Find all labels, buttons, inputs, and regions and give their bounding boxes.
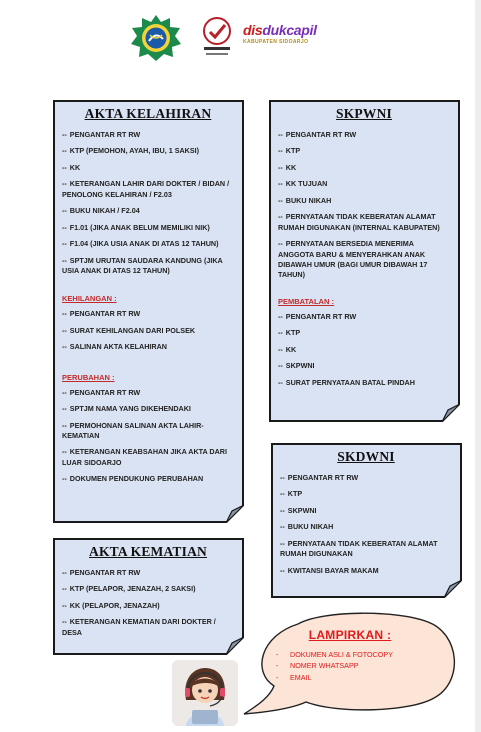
kehilangan-heading: KEHILANGAN : xyxy=(62,294,117,304)
list-item: - DOKUMEN ASLI & FOTOCOPY xyxy=(276,650,393,659)
list-item: -- PENGANTAR RT RW xyxy=(278,130,357,139)
list-item: -- BUKU NIKAH xyxy=(280,522,334,532)
list-item: -- SPTJM NAMA YANG DIKEHENDAKI xyxy=(62,404,191,414)
list-item: -- PENGANTAR RT RW xyxy=(62,568,141,577)
list-item: -- KK xyxy=(278,344,297,354)
list-item: -- KTP xyxy=(280,489,303,499)
brand-wordmark xyxy=(243,22,317,45)
skdwni-title: SKDWNI xyxy=(337,449,395,464)
akta-kematian-card xyxy=(53,538,244,655)
list-item: -- SURAT KEHILANGAN DARI POLSEK xyxy=(62,325,196,335)
list-item: -- KETERANGAN KEABSAHAN JIKA AKTA DARI LUAR SIDOARJO xyxy=(62,447,227,467)
customer-service-avatar-icon xyxy=(172,660,238,726)
list-item: -- PENGANTAR RT RW xyxy=(278,311,357,321)
list-item: -- F1.01 (JIKA ANAK BELUM MEMILIKI NIK) xyxy=(62,222,210,232)
lampiran-title: LAMPIRKAN : xyxy=(308,628,392,642)
page-right-edge xyxy=(475,0,481,732)
skpwni-title: SKPWNI xyxy=(336,106,392,121)
list-item: -- PERNYATAAN BERSEDIA MENERIMA ANGGOTA BARU & MENYERAHKAN ANAK DIBAWAH UMUR (BAGI UMUR DIBAWAH 17 TAHUN) xyxy=(278,239,428,280)
list-item: -- PERNYATAAN TIDAK KEBERATAN ALAMAT RUMAH DIGUNAKAN xyxy=(280,538,438,559)
list-item: -- KETERANGAN LAHIR DARI DOKTER / BIDAN / PENOLONG KELAHIRAN / F2.03 xyxy=(62,179,230,199)
list-item: -- KETERANGAN KEMATIAN DARI DOKTER / DESA xyxy=(62,617,216,637)
skdwni-card xyxy=(271,443,462,598)
list-item: -- PENGANTAR RT RW xyxy=(280,473,359,482)
list-item: -- KK (PELAPOR, JENAZAH) xyxy=(62,600,160,610)
list-item: -- PENGANTAR RT RW xyxy=(62,387,141,397)
brand-name: disdukcapil xyxy=(243,22,317,38)
list-item: -- PENGANTAR RT RW xyxy=(62,130,141,139)
list-item: -- KK xyxy=(278,162,297,172)
brand-subtitle: KABUPATEN SIDOARJO xyxy=(243,39,309,45)
list-item: -- KK xyxy=(62,162,81,172)
list-item: -- PENGANTAR RT RW xyxy=(62,309,141,319)
regency-emblem-icon xyxy=(130,14,182,62)
list-item: -- PERMOHONAN SALINAN AKTA LAHIR-KEMATIAN xyxy=(62,420,204,440)
list-item: -- KTP (PELAPOR, JENAZAH, 2 SAKSI) xyxy=(62,584,196,594)
akta-kematian-title: AKTA KEMATIAN xyxy=(89,544,207,559)
list-item: -- PERNYATAAN TIDAK KEBERATAN ALAMAT RUMAH DIGUNAKAN (INTERNAL KABUPATEN) xyxy=(278,212,440,232)
pembatalan-heading: PEMBATALAN : xyxy=(278,296,334,306)
skpwni-card xyxy=(269,100,460,422)
akta-kelahiran-title: AKTA KELAHIRAN xyxy=(84,106,212,121)
list-item: -- BUKU NIKAH / F2.04 xyxy=(62,206,140,216)
lampiran-list xyxy=(276,650,393,684)
page-curl-corner xyxy=(442,404,460,422)
lampiran-speech-bubble xyxy=(238,612,462,716)
list-item: -- SKPWNI xyxy=(280,505,317,515)
list-item: - EMAIL xyxy=(276,672,312,682)
agreement-badge-icon xyxy=(200,16,234,60)
list-item: -- SALINAN AKTA KELAHIRAN xyxy=(62,342,167,352)
page-curl-corner xyxy=(444,580,462,598)
list-item: -- SURAT PERNYATAAN BATAL PINDAH xyxy=(278,377,415,387)
list-item: -- KWITANSI BAYAR MAKAM xyxy=(280,565,379,575)
list-item: -- KK TUJUAN xyxy=(278,179,328,189)
list-item: -- KTP xyxy=(278,146,301,156)
page-curl-corner xyxy=(226,505,244,523)
akta-kelahiran-card xyxy=(53,100,244,523)
list-item: -- KTP (PEMOHON, AYAH, IBU, 1 SAKSI) xyxy=(62,146,200,156)
list-item: -- KTP xyxy=(278,328,301,338)
list-item: -- BUKU NIKAH xyxy=(278,195,332,205)
list-item: -- SKPWNI xyxy=(278,361,315,371)
list-item: - NOMER WHATSAPP xyxy=(276,661,359,671)
list-item: -- SPTJM URUTAN SAUDARA KANDUNG (JIKA USIA ANAK DI ATAS 12 TAHUN) xyxy=(62,255,223,275)
list-item: -- F1.04 (JIKA USIA ANAK DI ATAS 12 TAHUN) xyxy=(62,239,219,249)
perubahan-heading: PERUBAHAN : xyxy=(62,372,115,382)
list-item: -- DOKUMEN PENDUKUNG PERUBAHAN xyxy=(62,474,204,484)
